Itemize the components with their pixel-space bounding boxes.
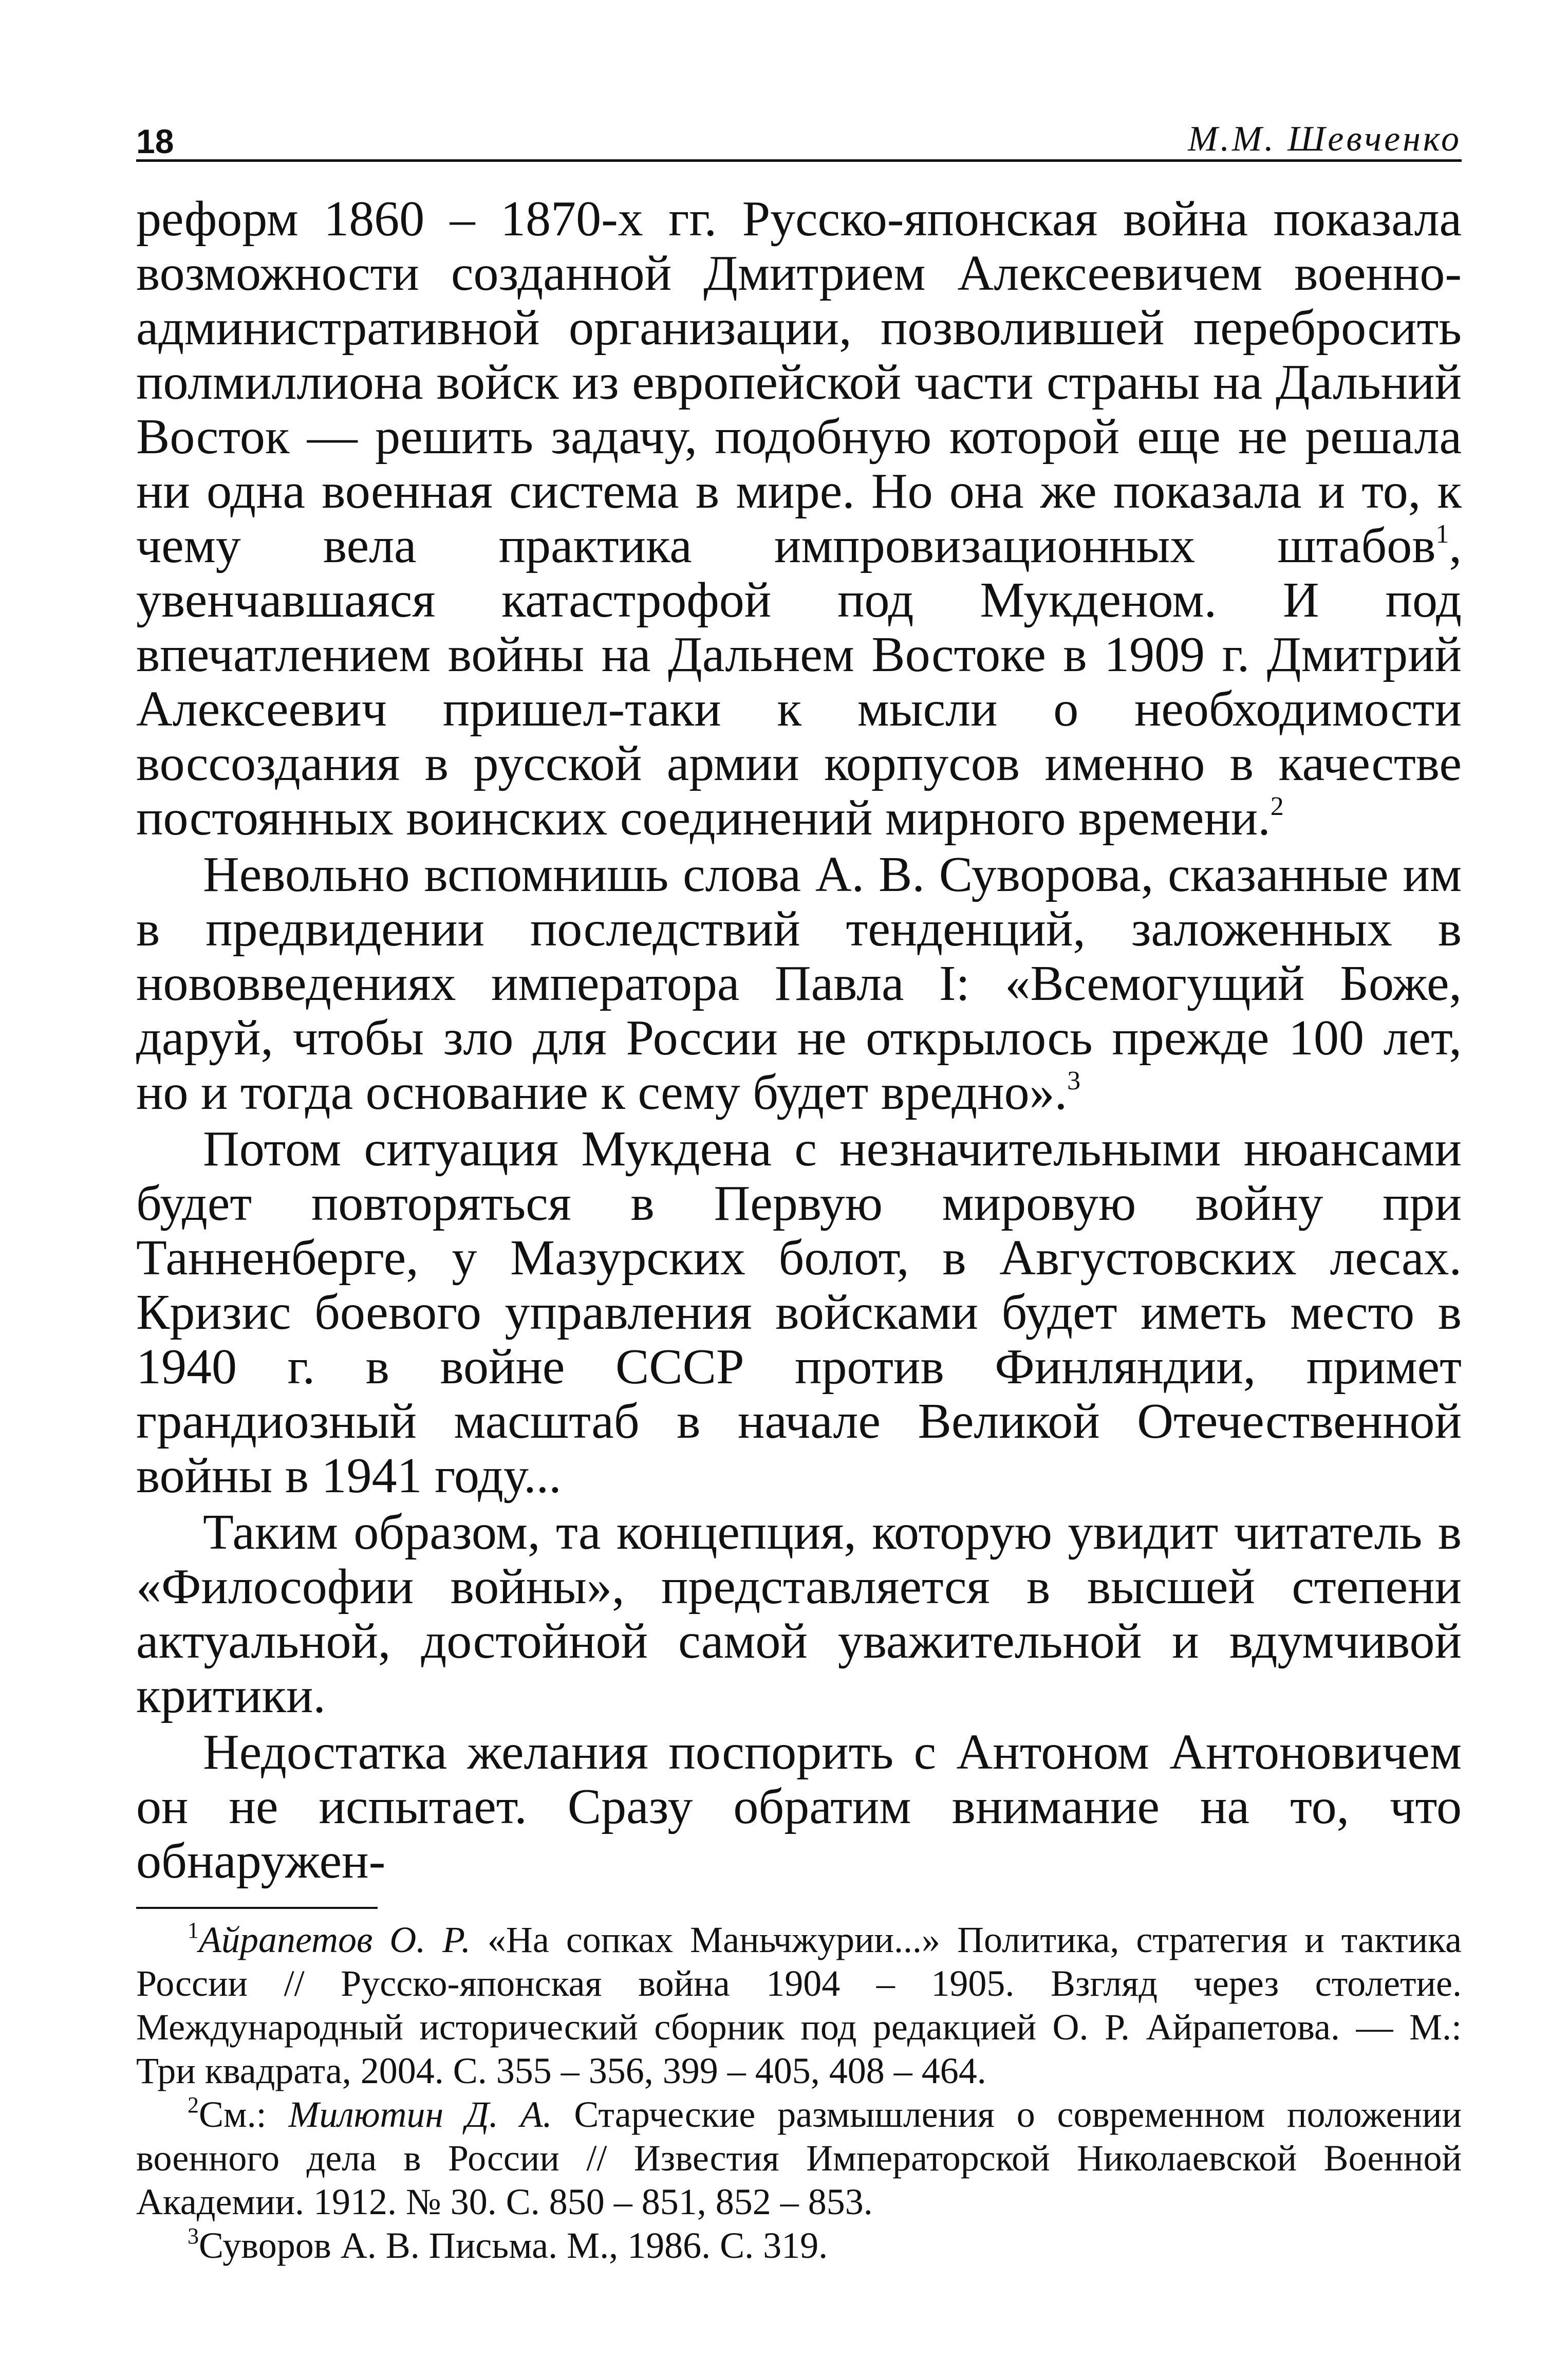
footnote-text: Суворов А. В. Письма. М., 1986. С. 319.	[199, 2225, 828, 2266]
paragraph	[136, 1122, 1462, 1503]
page-number: 18	[136, 122, 174, 160]
footnote-prefix: См.:	[199, 2094, 289, 2135]
paragraph-text: Невольно вспомнишь слова А. В. Суворова, сказанные им в предвидении последствий тенденций, заложенных в нововведениях императора Павла I: «Всемогущий Боже, даруй, чтобы зло для России не открылось прежде 100 лет, но и тогда основание к сему будет вредно».	[136, 847, 1462, 1120]
footnote-ref: 1	[1435, 519, 1449, 549]
paragraph	[136, 847, 1462, 1120]
footnote-author: Милютин Д. А.	[288, 2094, 552, 2135]
main-text	[136, 192, 1462, 1888]
paragraph-text: Потом ситуация Мукдена с незначительными нюансами будет повторяться в Первую мировую войну при Танненберге, у Мазурских болот, в Августовских лесах. Кризис боевого управления войсками будет иметь место в 1940 г. в войне СССР против Финляндии, примет грандиозный масштаб в начале Великой Отечественной войны в 1941 году...	[136, 1121, 1462, 1503]
paragraph	[136, 1725, 1462, 1888]
paragraph-text: реформ 1860 – 1870-х гг. Русско-японская война показала возможности созданной Дмитрием Алексеевичем военно-административной организации, позволившей перебросить полмиллиона войск из европейской части страны на Дальний Восток — решить задачу, подобную которой еще не решала ни одна военная система в мире. Но она же показала и то, к чему вела практика импровизационных штабов	[136, 191, 1462, 573]
footnotes	[136, 1918, 1462, 2268]
footnote-ref: 3	[1067, 1066, 1081, 1096]
footnote	[136, 1918, 1462, 2093]
footnote-number: 2	[188, 2092, 199, 2118]
paragraph	[136, 192, 1462, 845]
paragraph-text: , увенчавшаяся катастрофой под Мукденом. И под впечатлением войны на Дальнем Востоке в 1909 г. Дмитрий Алексеевич пришел-таки к мысли о необходимости воссоздания в русской армии корпусов именно в качестве постоянных воинских соединений мирного времени.	[136, 518, 1462, 846]
paragraph-text: Недостатка желания поспорить с Антоном Антоновичем он не испытает. Сразу обратим внимание на то, что обнаружен-	[136, 1724, 1462, 1889]
footnote-ref: 2	[1270, 792, 1284, 821]
book-page	[136, 103, 1462, 2268]
footnote-divider	[136, 1907, 378, 1909]
footnote-author: Айрапетов О. Р.	[199, 1919, 471, 1960]
page-header	[136, 103, 1462, 162]
paragraph-text: Таким образом, та концепция, которую увидит читатель в «Философии войны», представляется в высшей степени актуальной, достойной самой уважительной и вдумчивой критики.	[136, 1505, 1462, 1723]
paragraph	[136, 1505, 1462, 1723]
running-title: М.М. Шевченко	[1188, 119, 1462, 159]
footnote-text: Старческие размышления о современном положении военного дела в России // Известия Императорской Николаевской Военной Академии. 1912. № 30. С. 850 – 851, 852 – 853.	[136, 2094, 1462, 2222]
footnote-number: 1	[188, 1918, 199, 1943]
footnote	[136, 2093, 1462, 2224]
footnote-number: 3	[188, 2223, 199, 2249]
footnote	[136, 2224, 1462, 2268]
footnote-text: «На сопках Маньчжурии...» Политика, стратегия и тактика России // Русско-японская война 1904 – 1905. Взгляд через столетие. Международный исторический сборник под редакцией О. Р. Айрапетова. — М.: Три квадрата, 2004. С. 355 – 356, 399 – 405, 408 – 464.	[136, 1919, 1462, 2091]
